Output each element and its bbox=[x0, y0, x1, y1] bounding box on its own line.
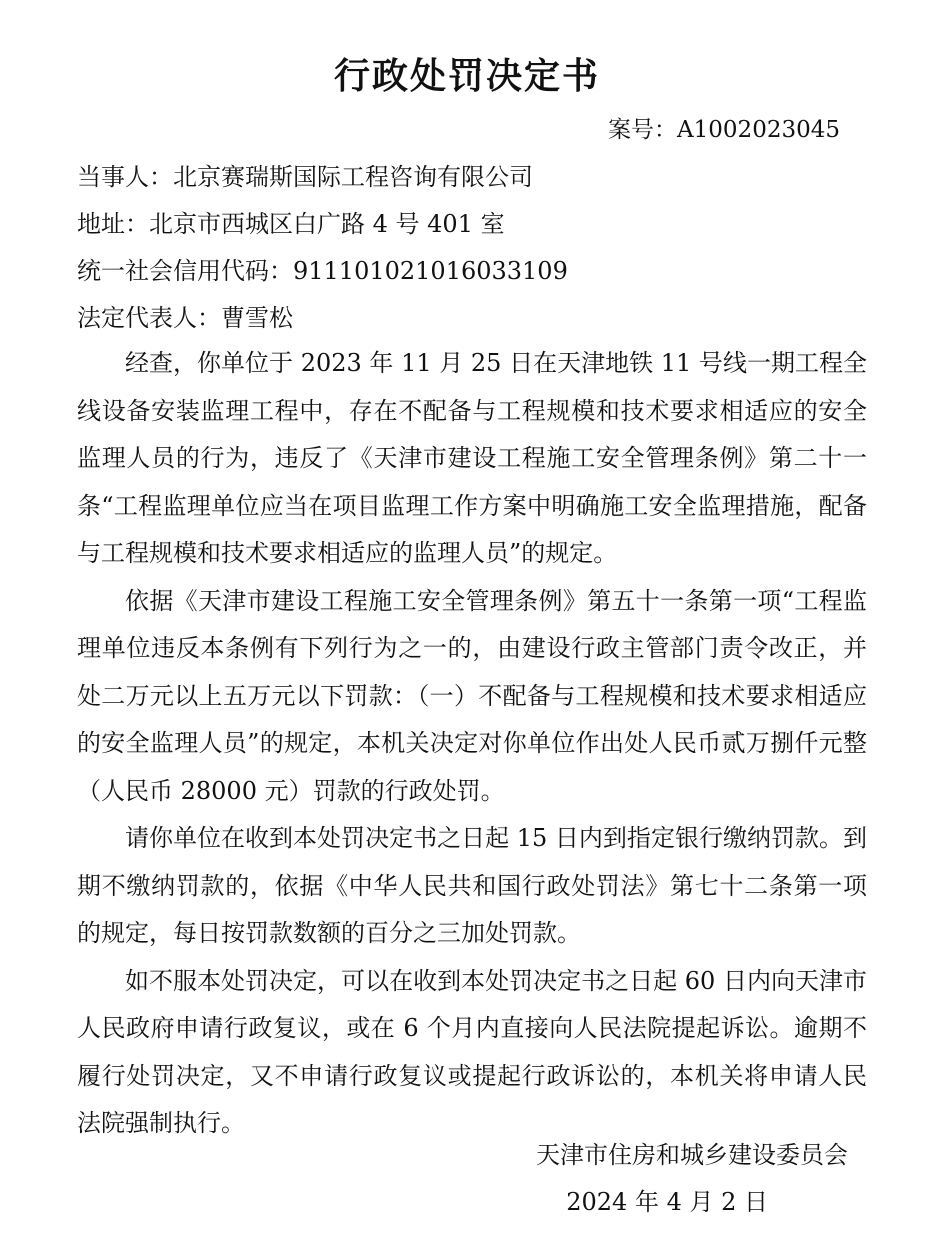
paragraph-appeal: 如不服本处罚决定，可以在收到本处罚决定书之日起 60 日内向天津市人民政府申请行政复议，或在 6 个月内直接向人民法院提起诉讼。逾期不履行处罚决定，又不申请行政复议或提起行政诉讼的，本机关将申请人民法院强制执行。 bbox=[77, 966, 867, 1137]
signature-date: 2024 年 4 月 2 日 bbox=[566, 1188, 768, 1216]
paragraph-payment: 请你单位在收到本处罚决定书之日起 15 日内到指定银行缴纳罚款。到期不缴纳罚款的，依据《中华人民共和国行政处罚法》第七十二条第一项的规定，每日按罚款数额的百分之三加处罚款。 bbox=[77, 824, 867, 947]
party-field: 当事人：北京赛瑞斯国际工程咨询有限公司 bbox=[77, 163, 533, 191]
legal-representative-field: 法定代表人：曹雪松 bbox=[77, 304, 293, 332]
document-title: 行政处罚决定书 bbox=[333, 55, 600, 97]
credit-code-field: 统一社会信用代码：911101021016033109 bbox=[77, 257, 568, 285]
paragraph-findings: 经查，你单位于 2023 年 11 月 25 日在天津地铁 11 号线一期工程全线设备安装监理工程中，存在不配备与工程规模和技术要求相适应的安全监理人员的行为，违反了《天津市建设工程施工安全管理条例》第二十一条“工程监理单位应当在项目监理工作方案中明确施工安全监理措施，配备与工程规模和技术要求相适应的监理人员”的规定。 bbox=[77, 349, 867, 567]
address-field: 地址：北京市西城区白广路 4 号 401 室 bbox=[77, 210, 505, 238]
signature-organization: 天津市住房和城乡建设委员会 bbox=[536, 1141, 848, 1169]
document-body bbox=[77, 340, 867, 1148]
case-number: 案号：A1002023045 bbox=[608, 117, 840, 143]
paragraph-penalty-basis: 依据《天津市建设工程施工安全管理条例》第五十一条第一项“工程监理单位违反本条例有下列行为之一的，由建设行政主管部门责令改正，并处二万元以上五万元以下罚款：（一）不配备与工程规模和技术要求相适应的安全监理人员”的规定，本机关决定对你单位作出处人民币贰万捌仟元整（人民币 28000 元）罚款的行政处罚。 bbox=[77, 586, 867, 805]
